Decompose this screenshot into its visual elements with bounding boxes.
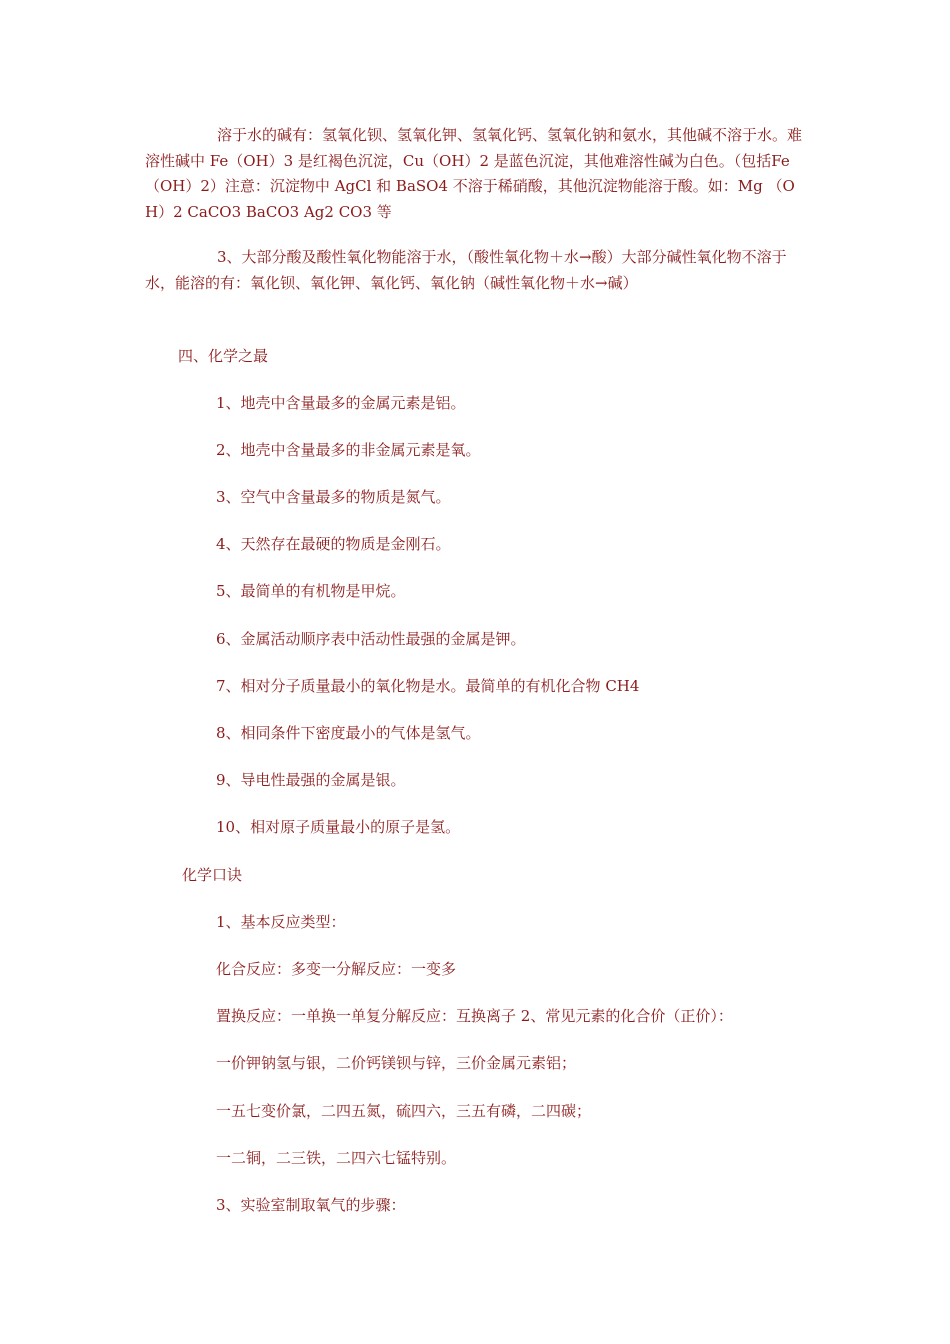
- list-item: 置换反应：一单换一单复分解反应：互换离子 2、常见元素的化合价（正价）：: [216, 1007, 733, 1025]
- list-item: 3、空气中含量最多的物质是氮气。: [216, 488, 451, 506]
- paragraph-soluble-bases: 溶于水的碱有：氢氧化钡、氢氧化钾、氢氧化钙、氢氧化钠和氨水，其他碱不溶于水。难溶性碱中 Fe（OH）3 是红褐色沉淀，Cu（OH）2 是蓝色沉淀，其他难溶性碱为白色。（包括Fe（OH）2）注意：沉淀物中 AgCl 和 BaSO4 不溶于稀硝酸，其他沉淀物能溶于酸。如：Mg （OH）2 CaCO3 BaCO3 Ag2 CO3 等: [145, 126, 803, 221]
- list-item: 4、天然存在最硬的物质是金刚石。: [216, 535, 451, 553]
- list-item: 一价钾钠氢与银，二价钙镁钡与锌，三价金属元素铝；: [216, 1054, 577, 1072]
- list-item: 1、基本反应类型：: [216, 913, 346, 931]
- list-item: 9、导电性最强的金属是银。: [216, 771, 406, 789]
- list-item: 8、相同条件下密度最小的气体是氢气。: [216, 724, 481, 742]
- list-item: 2、地壳中含量最多的非金属元素是氧。: [216, 441, 481, 459]
- list-item: 化合反应：多变一分解反应：一变多: [216, 960, 457, 978]
- section-heading-chemistry-superlatives: 四、化学之最: [178, 347, 269, 365]
- list-item: 5、最简单的有机物是甲烷。: [216, 582, 406, 600]
- list-item: 10、相对原子质量最小的原子是氢。: [216, 818, 461, 836]
- list-item: 7、相对分子质量最小的氧化物是水。最简单的有机化合物 CH4: [216, 677, 640, 695]
- paragraph-acid-oxides: 3、大部分酸及酸性氧化物能溶于水，（酸性氧化物＋水→酸）大部分碱性氧化物不溶于水，能溶的有：氧化钡、氧化钾、氧化钙、氧化钠（碱性氧化物＋水→碱）: [145, 248, 787, 292]
- list-item: 6、金属活动顺序表中活动性最强的金属是钾。: [216, 630, 526, 648]
- list-item: 一五七变价氯，二四五氮，硫四六，三五有磷，二四碳；: [216, 1102, 592, 1120]
- section-heading-mnemonics: 化学口诀: [182, 866, 243, 884]
- list-item: 一二铜，二三铁，二四六七锰特别。: [216, 1149, 457, 1167]
- list-item: 1、地壳中含量最多的金属元素是铝。: [216, 394, 466, 412]
- list-item: 3、实验室制取氧气的步骤：: [216, 1196, 406, 1214]
